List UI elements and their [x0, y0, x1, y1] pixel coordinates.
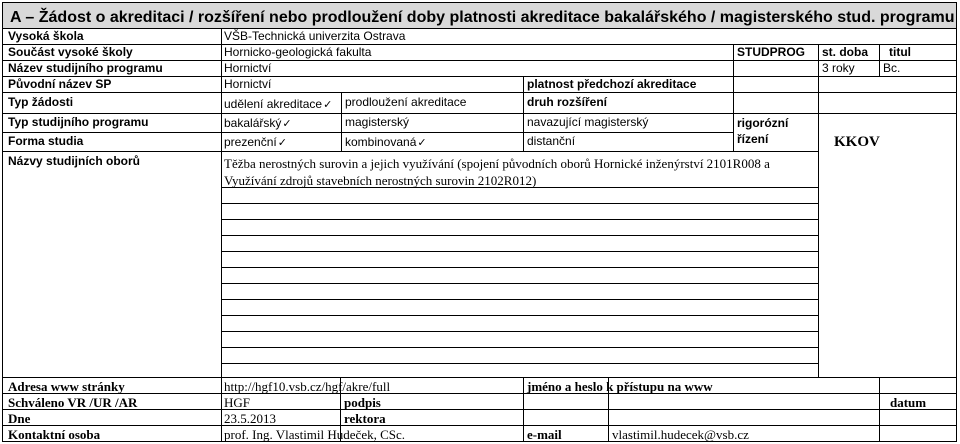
- extension-label: druh rozšíření: [527, 95, 608, 109]
- fields-label: Názvy studijních oborů: [8, 154, 141, 168]
- program-degree: Bc.: [883, 61, 901, 75]
- form-option-combined-label: kombinovaná: [345, 135, 417, 149]
- request-option-extend[interactable]: prodloužení akreditace: [345, 95, 467, 109]
- program-duration: 3 roky: [822, 61, 855, 75]
- rector-label: rektora: [344, 411, 386, 426]
- faculty-label: Součást vysoké školy: [8, 45, 133, 59]
- rigorous-label: rigorózní řízení: [737, 116, 789, 146]
- validity-label: platnost předchozí akreditace: [527, 77, 697, 91]
- form-option-fulltime[interactable]: [224, 135, 287, 151]
- contact-value: prof. Ing. Vlastimil Hudeček, CSc.: [224, 427, 406, 442]
- checkmark-icon: ✓: [277, 137, 287, 149]
- date-label: datum: [890, 395, 927, 410]
- type-label: Typ studijního programu: [8, 115, 149, 129]
- signature-label: podpis: [344, 395, 381, 410]
- request-option-grant[interactable]: [224, 97, 332, 113]
- program-label: Název studijního programu: [8, 61, 163, 75]
- day-label: Dne: [8, 411, 31, 426]
- type-option-master[interactable]: magisterský: [345, 115, 410, 129]
- faculty-value: Hornicko-geologická fakulta: [224, 45, 372, 59]
- school-value: VŠB-Technická univerzita Ostrava: [224, 29, 406, 43]
- request-label: Typ žádosti: [8, 95, 74, 109]
- form-option-distance[interactable]: distanční: [527, 134, 576, 148]
- original-value: Hornictví: [224, 77, 272, 91]
- approved-value: HGF: [224, 395, 251, 410]
- type-option-bachelor-label: bakalářský: [224, 116, 282, 130]
- checkmark-icon: ✓: [282, 118, 292, 130]
- email-value[interactable]: vlastimil.hudecek@vsb.cz: [612, 427, 749, 442]
- school-label: Vysoká škola: [8, 29, 84, 43]
- day-value: 23.5.2013: [224, 411, 276, 426]
- form-option-combined[interactable]: [345, 135, 427, 151]
- type-option-bachelor[interactable]: [224, 116, 292, 132]
- studprog-label: STUDPROG: [737, 45, 806, 59]
- contact-label: Kontaktní osoba: [8, 427, 101, 442]
- accreditation-form: [2, 2, 957, 442]
- form-title: A – Žádost o akreditaci / rozšíření nebo prodloužení doby platnosti akreditace bakalářského / magisterského stud. programu: [10, 9, 955, 26]
- web-label: Adresa www stránky: [8, 379, 125, 394]
- form-option-fulltime-label: prezenční: [224, 135, 277, 149]
- login-label: jméno a heslo k přístupu na www: [527, 379, 713, 394]
- kkov-label: KKOV: [834, 134, 880, 150]
- email-label: e-mail: [527, 427, 562, 442]
- original-label: Původní název SP: [8, 77, 112, 91]
- request-option-grant-label: udělení akreditace: [224, 97, 323, 111]
- fields-description: Těžba nerostných surovin a jejich využívání (spojení původních oborů Hornické inženýrství 2101R008 a Využívání zdrojů stavebních nerostných surovin 2102R012): [224, 156, 770, 188]
- program-value: Hornictví: [224, 61, 272, 75]
- form-label: Forma studia: [8, 134, 84, 148]
- duration-label: st. doba: [822, 45, 869, 59]
- checkmark-icon: ✓: [323, 99, 333, 111]
- web-url[interactable]: http://hgf10.vsb.cz/hgf/akre/full: [224, 379, 391, 394]
- type-option-follow-up-master[interactable]: navazující magisterský: [527, 115, 649, 129]
- approved-label: Schváleno VR /UR /AR: [8, 395, 138, 410]
- degree-label: titul: [889, 45, 911, 59]
- checkmark-icon: ✓: [417, 137, 427, 149]
